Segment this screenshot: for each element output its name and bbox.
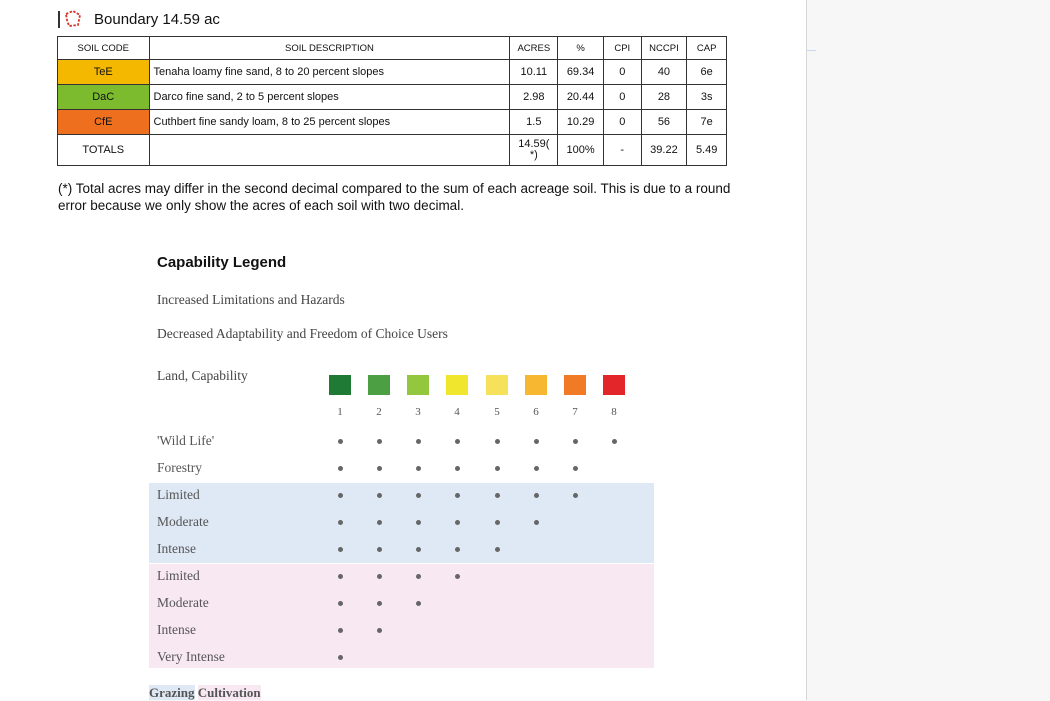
capability-dot bbox=[338, 547, 343, 552]
soil-table-header-row bbox=[58, 37, 727, 60]
capability-class-2-swatch bbox=[368, 375, 390, 395]
totals-label: TOTALS bbox=[58, 135, 150, 166]
soil-code-cell: DaC bbox=[58, 85, 150, 110]
nccpi-cell: 28 bbox=[641, 85, 687, 110]
land-use-label: Intense bbox=[157, 541, 196, 556]
header-cpi: CPI bbox=[603, 37, 641, 60]
capability-class-8-swatch bbox=[603, 375, 625, 395]
boundary-title: Boundary 14.59 ac bbox=[94, 10, 220, 28]
header-bar bbox=[58, 11, 60, 28]
acres-cell: 10.11 bbox=[510, 60, 558, 85]
legend-adaptability-text: Decreased Adaptability and Freedom of Choice Users bbox=[157, 326, 448, 341]
capability-dot bbox=[338, 466, 343, 471]
capability-class-6-swatch bbox=[525, 375, 547, 395]
capability-dot bbox=[495, 493, 500, 498]
capability-dot bbox=[377, 439, 382, 444]
nccpi-cell: 40 bbox=[641, 60, 687, 85]
soil-description-cell: Cuthbert fine sandy loam, 8 to 25 percent slopes bbox=[149, 110, 510, 135]
capability-class-5-swatch bbox=[486, 375, 508, 395]
cpi-cell: 0 bbox=[603, 110, 641, 135]
capability-dot bbox=[495, 466, 500, 471]
capability-dot bbox=[495, 439, 500, 444]
soil-table bbox=[57, 36, 727, 166]
table-row bbox=[58, 60, 727, 85]
capability-class-3-swatch bbox=[407, 375, 429, 395]
capability-dot bbox=[377, 520, 382, 525]
capability-dot bbox=[455, 493, 460, 498]
legend-limitations-text: Increased Limitations and Hazards bbox=[157, 292, 345, 307]
acres-cell: 1.5 bbox=[510, 110, 558, 135]
grazing-band bbox=[149, 483, 654, 563]
capability-class-number: 4 bbox=[454, 406, 460, 418]
capability-dot bbox=[377, 493, 382, 498]
capability-dot bbox=[416, 601, 421, 606]
totals-cpi: - bbox=[603, 135, 641, 166]
land-use-label: Limited bbox=[157, 487, 200, 502]
acres-cell: 2.98 bbox=[510, 85, 558, 110]
header-cap: CAP bbox=[687, 37, 727, 60]
capability-class-number: 3 bbox=[415, 406, 421, 418]
capability-dot bbox=[338, 574, 343, 579]
capability-dot bbox=[416, 520, 421, 525]
capability-class-number: 5 bbox=[494, 406, 500, 418]
cpi-cell: 0 bbox=[603, 85, 641, 110]
header-soil-description: SOIL DESCRIPTION bbox=[149, 37, 510, 60]
capability-dot bbox=[612, 439, 617, 444]
capability-dot bbox=[455, 520, 460, 525]
table-row bbox=[58, 85, 727, 110]
totals-acres-line2: *) bbox=[529, 149, 538, 161]
totals-nccpi: 39.22 bbox=[641, 135, 687, 166]
header-acres: ACRES bbox=[510, 37, 558, 60]
capability-dot bbox=[455, 439, 460, 444]
capability-class-7-swatch bbox=[564, 375, 586, 395]
land-use-label: Limited bbox=[157, 568, 200, 583]
capability-dot bbox=[377, 547, 382, 552]
capability-class-number: 7 bbox=[572, 406, 578, 418]
capability-dot bbox=[416, 493, 421, 498]
capability-dot bbox=[416, 466, 421, 471]
capability-dot bbox=[455, 547, 460, 552]
totals-acres-line1: 14.59( bbox=[518, 138, 550, 150]
land-use-label: 'Wild Life' bbox=[157, 433, 215, 448]
capability-dot bbox=[573, 466, 578, 471]
capability-dot bbox=[338, 628, 343, 633]
percent-cell: 20.44 bbox=[558, 85, 604, 110]
percent-cell: 69.34 bbox=[558, 60, 604, 85]
capability-dot bbox=[455, 574, 460, 579]
capability-class-4-swatch bbox=[446, 375, 468, 395]
nccpi-cell: 56 bbox=[641, 110, 687, 135]
capability-dot bbox=[416, 574, 421, 579]
header-soil-code: SOIL CODE bbox=[58, 37, 150, 60]
capability-dot bbox=[338, 601, 343, 606]
land-use-label: Forestry bbox=[157, 460, 202, 475]
margin-mark bbox=[806, 50, 816, 51]
header-nccpi: NCCPI bbox=[641, 37, 687, 60]
grazing-label: Grazing bbox=[149, 685, 195, 700]
capability-dot bbox=[573, 493, 578, 498]
capability-dot bbox=[338, 493, 343, 498]
capability-class-number: 6 bbox=[533, 406, 539, 418]
land-use-label: Very Intense bbox=[157, 649, 225, 664]
capability-dot bbox=[455, 466, 460, 471]
capability-dot bbox=[338, 439, 343, 444]
table-row bbox=[58, 110, 727, 135]
legend-capability-label: Land, Capability bbox=[157, 368, 248, 383]
soil-description-cell: Tenaha loamy fine sand, 8 to 20 percent slopes bbox=[149, 60, 510, 85]
totals-description-empty bbox=[149, 135, 510, 166]
cap-cell: 7e bbox=[687, 110, 727, 135]
capability-class-number: 2 bbox=[376, 406, 382, 418]
land-use-label: Moderate bbox=[157, 595, 209, 610]
percent-cell: 10.29 bbox=[558, 110, 604, 135]
land-use-label: Moderate bbox=[157, 514, 209, 529]
header-percent: % bbox=[558, 37, 604, 60]
capability-dot bbox=[534, 493, 539, 498]
capability-dot bbox=[338, 655, 343, 660]
capability-dot bbox=[534, 520, 539, 525]
capability-dot bbox=[338, 520, 343, 525]
rounding-note: (*) Total acres may differ in the second decimal compared to the sum of each acreage soil. This is due to a round error because we only show the acres of each soil with two decimal. bbox=[58, 181, 731, 213]
capability-class-1-swatch bbox=[329, 375, 351, 395]
capability-dot bbox=[377, 574, 382, 579]
totals-row bbox=[58, 135, 727, 166]
soil-description-cell: Darco fine sand, 2 to 5 percent slopes bbox=[149, 85, 510, 110]
land-use-label: Intense bbox=[157, 622, 196, 637]
capability-dot bbox=[416, 547, 421, 552]
capability-dot bbox=[377, 628, 382, 633]
cap-cell: 6e bbox=[687, 60, 727, 85]
band-labels bbox=[149, 685, 261, 701]
capability-class-number: 8 bbox=[611, 406, 617, 418]
legend-title: Capability Legend bbox=[157, 254, 287, 271]
totals-cap: 5.49 bbox=[687, 135, 727, 166]
cap-cell: 3s bbox=[687, 85, 727, 110]
capability-dot bbox=[534, 466, 539, 471]
capability-class-number: 1 bbox=[337, 406, 343, 418]
capability-dot bbox=[377, 601, 382, 606]
capability-dot bbox=[534, 439, 539, 444]
capability-dot bbox=[495, 547, 500, 552]
boundary-header bbox=[58, 10, 220, 28]
capability-dot bbox=[416, 439, 421, 444]
cultivation-label: Cultivation bbox=[197, 685, 261, 700]
soil-code-cell: TeE bbox=[58, 60, 150, 85]
cpi-cell: 0 bbox=[603, 60, 641, 85]
capability-dot bbox=[377, 466, 382, 471]
boundary-polygon-icon bbox=[64, 10, 82, 28]
capability-dot bbox=[573, 439, 578, 444]
totals-percent: 100% bbox=[558, 135, 604, 166]
capability-dot bbox=[495, 520, 500, 525]
soil-code-cell: CfE bbox=[58, 110, 150, 135]
totals-acres bbox=[510, 135, 558, 166]
